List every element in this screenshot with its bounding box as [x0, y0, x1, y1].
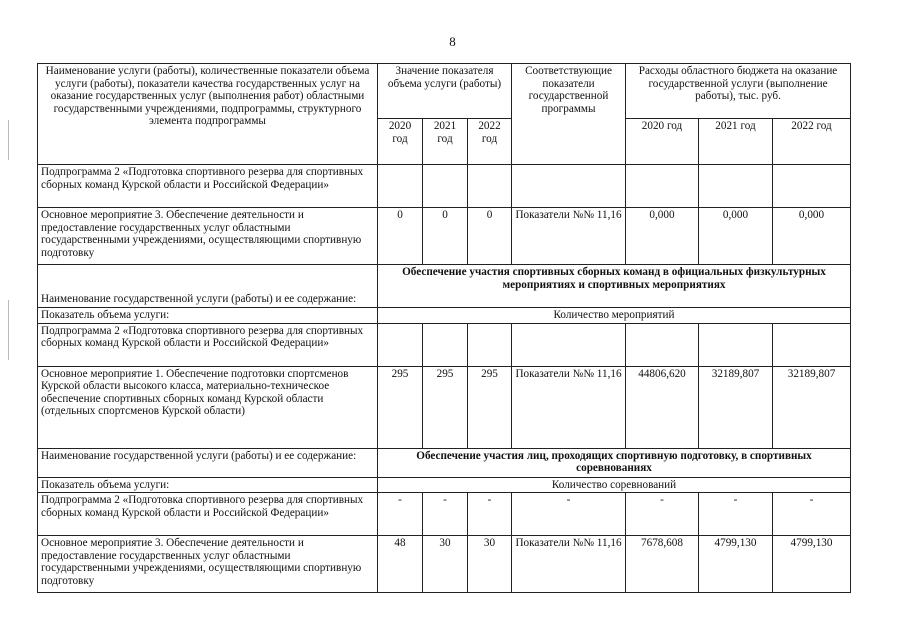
expense-2021: 4799,130 [699, 536, 773, 593]
table-row [38, 308, 851, 324]
exp-year-2022: 2022 год [773, 119, 851, 165]
value-2021: 295 [423, 366, 468, 448]
dash-cell: - [423, 493, 468, 536]
value-2021: 30 [423, 536, 468, 593]
volume-indicator: Количество мероприятий [378, 308, 851, 324]
expense-2022: 0,000 [773, 208, 851, 265]
header-program-cell: Соответствующие показатели государственной программы [512, 64, 626, 165]
header-expenses-cell: Расходы областного бюджета на оказание государственной услуги (выполнение работы), тыс. руб. [626, 64, 851, 119]
table-row [38, 208, 851, 265]
value-2021: 0 [423, 208, 468, 265]
row-name: Основное мероприятие 1. Обеспечение подготовки спортсменов Курской области высокого класса, материально-техническое обеспечение спортивных сборных команд Курской области (отдельных спортсменов Курской области) [38, 366, 378, 448]
value-2020: 48 [378, 536, 423, 593]
expense-2021: 32189,807 [699, 366, 773, 448]
header-name-cell: Наименование услуги (работы), количественные показатели объема услуги (работы), показатели качества государственных услуг на оказание государственных услуг (выполнения работ) областными государственными учреждениями, подпрограммы, структурного элемента подпрограммы [38, 64, 378, 165]
exp-year-2021: 2021 год [699, 119, 773, 165]
dash-cell: - [378, 493, 423, 536]
table-row [38, 323, 851, 366]
year-2021: 2021 год [423, 119, 468, 165]
value-2020: 0 [378, 208, 423, 265]
service-description: Обеспечение участия лиц, проходящих спортивную подготовку, в спортивных соревнованиях [378, 448, 851, 477]
service-description: Обеспечение участия спортивных сборных команд в официальных физкультурных мероприятиях и спортивных мероприятиях [378, 265, 851, 308]
dash-cell: - [699, 493, 773, 536]
value-2022: 0 [468, 208, 512, 265]
scan-edge-mark [8, 300, 9, 360]
row-name: Показатель объема услуги: [38, 308, 378, 324]
table-row [38, 448, 851, 477]
expense-2020: 44806,620 [626, 366, 699, 448]
page-number: 8 [449, 34, 456, 49]
value-2022: 295 [468, 366, 512, 448]
table-row [38, 165, 851, 208]
row-name: Подпрограмма 2 «Подготовка спортивного резерва для спортивных сборных команд Курской области и Российской Федерации» [38, 323, 378, 366]
dash-cell: - [773, 493, 851, 536]
dash-cell: - [468, 493, 512, 536]
program-indicators: Показатели №№ 11,16 [512, 536, 626, 593]
value-2020: 295 [378, 366, 423, 448]
row-name: Наименование государственной услуги (работы) и ее содержание: [38, 448, 378, 477]
expense-2022: 4799,130 [773, 536, 851, 593]
expense-2022: 32189,807 [773, 366, 851, 448]
row-name: Основное мероприятие 3. Обеспечение деятельности и предоставление государственных услуг областными государственными учреждениями, осуществляющими спортивную подготовку [38, 208, 378, 265]
row-name: Подпрограмма 2 «Подготовка спортивного резерва для спортивных сборных команд Курской области и Российской Федерации» [38, 165, 378, 208]
services-table [37, 63, 851, 593]
row-name: Наименование государственной услуги (работы) и ее содержание: [38, 265, 378, 308]
header-row [38, 64, 851, 119]
value-2022: 30 [468, 536, 512, 593]
program-indicators: Показатели №№ 11,16 [512, 208, 626, 265]
table-row [38, 493, 851, 536]
year-2020: 2020 год [378, 119, 423, 165]
table-row [38, 477, 851, 493]
program-indicators: Показатели №№ 11,16 [512, 366, 626, 448]
year-2022: 2022 год [468, 119, 512, 165]
table-row [38, 536, 851, 593]
exp-year-2020: 2020 год [626, 119, 699, 165]
table-row [38, 265, 851, 308]
row-name: Подпрограмма 2 «Подготовка спортивного резерва для спортивных сборных команд Курской области и Российской Федерации» [38, 493, 378, 536]
row-name: Показатель объема услуги: [38, 477, 378, 493]
dash-cell: - [512, 493, 626, 536]
dash-cell: - [626, 493, 699, 536]
volume-indicator: Количество соревнований [378, 477, 851, 493]
expense-2020: 0,000 [626, 208, 699, 265]
row-name: Основное мероприятие 3. Обеспечение деятельности и предоставление государственных услуг областными государственными учреждениями, осуществляющими спортивную подготовку [38, 536, 378, 593]
header-value-cell: Значение показателя объема услуги (работы) [378, 64, 512, 119]
scan-edge-mark [8, 120, 9, 160]
expense-2020: 7678,608 [626, 536, 699, 593]
expense-2021: 0,000 [699, 208, 773, 265]
table-row [38, 366, 851, 448]
